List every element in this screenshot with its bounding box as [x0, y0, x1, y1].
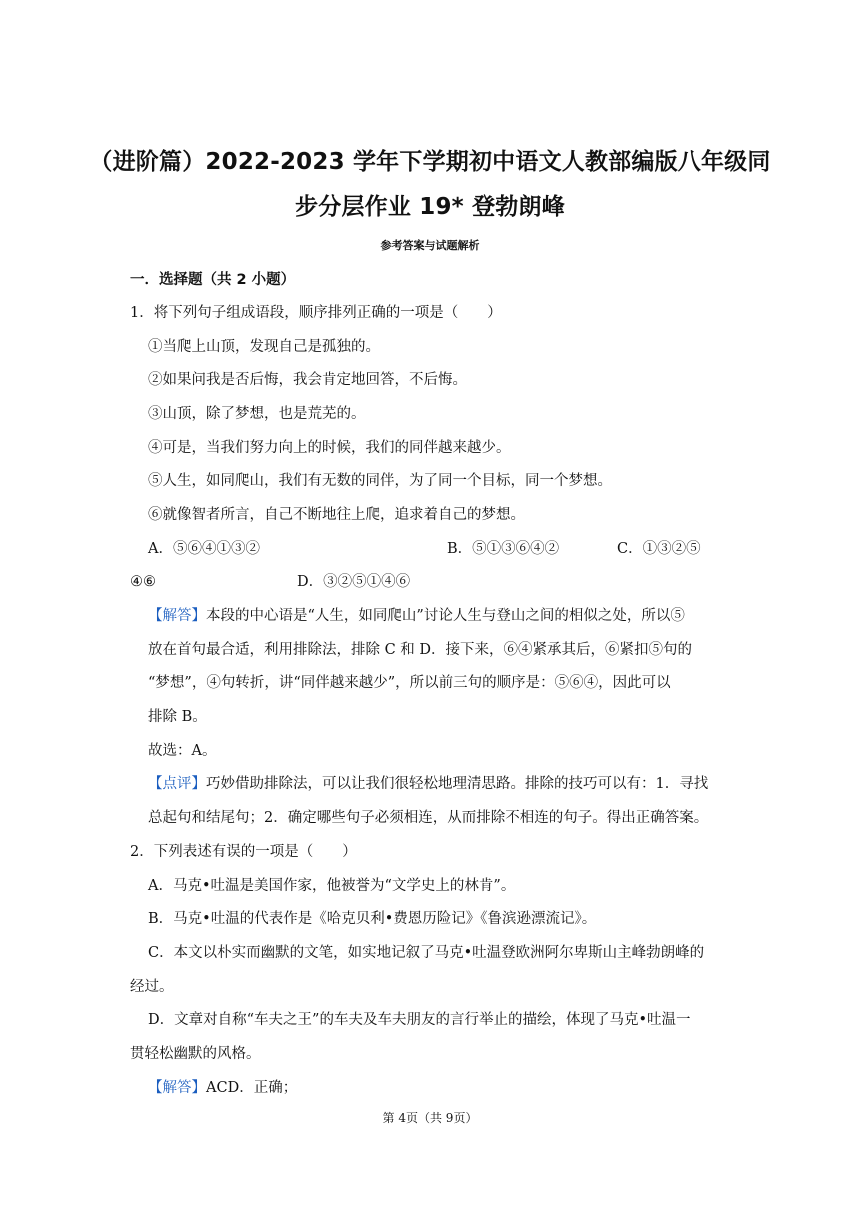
q1-stem: 1．将下列句子组成语段，顺序排列正确的一项是（ ） — [130, 305, 502, 321]
q2-option-c-continued: 经过。 — [130, 979, 174, 995]
q1-option-c-continued: ④⑥ — [130, 574, 156, 590]
analysis-tag: 【解答】 — [148, 608, 206, 624]
q2-stem: 2．下列表述有误的一项是（ ） — [130, 844, 357, 860]
q1-sentence: ①当爬上山顶，发现自己是孤独的。 — [148, 339, 380, 355]
q1-analysis-line: “梦想”，④句转折，讲“同伴越来越少”，所以前三句的顺序是：⑤⑥④，因此可以 — [148, 675, 671, 691]
page-footer: 第 4页（共 9页） — [382, 1111, 478, 1125]
q1-sentence: ③山顶，除了梦想，也是荒芜的。 — [148, 406, 366, 422]
q2-option-c: C．本文以朴实而幽默的文笔，如实地记叙了马克•吐温登欧洲阿尔卑斯山主峰勃朗峰的 — [148, 945, 705, 961]
q1-option-b: B．⑤①③⑥④② — [447, 541, 560, 557]
q1-sentence: ②如果问我是否后悔，我会肯定地回答，不后悔。 — [148, 372, 467, 388]
q1-option-d: D．③②⑤①④⑥ — [297, 574, 411, 590]
title-line-1: （进阶篇）2022-2023 学年下学期初中语文人教部编版八年级同 — [89, 149, 771, 175]
section-heading: 一．选择题（共 2 小题） — [130, 272, 296, 288]
q1-sentence: ⑥就像智者所言，自己不断地往上爬，追求着自己的梦想。 — [148, 507, 525, 523]
q2-option-a: A．马克•吐温是美国作家，他被誉为“文学史上的林肯”。 — [148, 878, 516, 894]
q1-analysis-line — [148, 606, 685, 626]
q1-option-c: C．①③②⑤ — [617, 541, 701, 557]
q1-option-a: A．⑤⑥④①③② — [148, 541, 260, 557]
comment-text: 巧妙借助排除法，可以让我们很轻松地理清思路。排除的技巧可以有：1．寻找 — [206, 776, 709, 792]
q1-sentence: ⑤人生，如同爬山，我们有无数的同伴，为了同一个目标，同一个梦想。 — [148, 473, 612, 489]
q1-analysis-line: 排除 B。 — [148, 709, 207, 725]
analysis-text: 本段的中心语是“人生，如同爬山”讨论人生与登山之间的相似之处，所以⑤ — [206, 608, 685, 624]
q2-option-b: B．马克•吐温的代表作是《哈克贝利•费恩历险记》《鲁滨逊漂流记》。 — [148, 911, 597, 927]
title-line-2: 步分层作业 19* 登勃朗峰 — [295, 194, 565, 220]
q1-analysis-line: 放在首句最合适，利用排除法，排除 C 和 D．接下来，⑥④紧承其后，⑥紧扣⑤句的 — [148, 642, 693, 658]
comment-tag: 【点评】 — [148, 776, 206, 792]
analysis-tag: 【解答】 — [148, 1080, 206, 1096]
analysis-text: ACD．正确； — [206, 1080, 298, 1096]
q2-option-d: D．文章对自称“车夫之王”的车夫及车夫朋友的言行举止的描绘，体现了马克•吐温一 — [148, 1012, 691, 1028]
q2-analysis-line — [148, 1078, 297, 1098]
q1-answer: 故选：A。 — [148, 743, 217, 759]
q1-comment-line: 总起句和结尾句；2．确定哪些句子必须相连，从而排除不相连的句子。得出正确答案。 — [148, 810, 709, 826]
q1-comment-line — [148, 774, 708, 794]
answer-key-subtitle: 参考答案与试题解析 — [380, 239, 480, 252]
q2-option-d-continued: 贯轻松幽默的风格。 — [130, 1046, 261, 1062]
q1-sentence: ④可是，当我们努力向上的时候，我们的同伴越来越少。 — [148, 440, 511, 456]
